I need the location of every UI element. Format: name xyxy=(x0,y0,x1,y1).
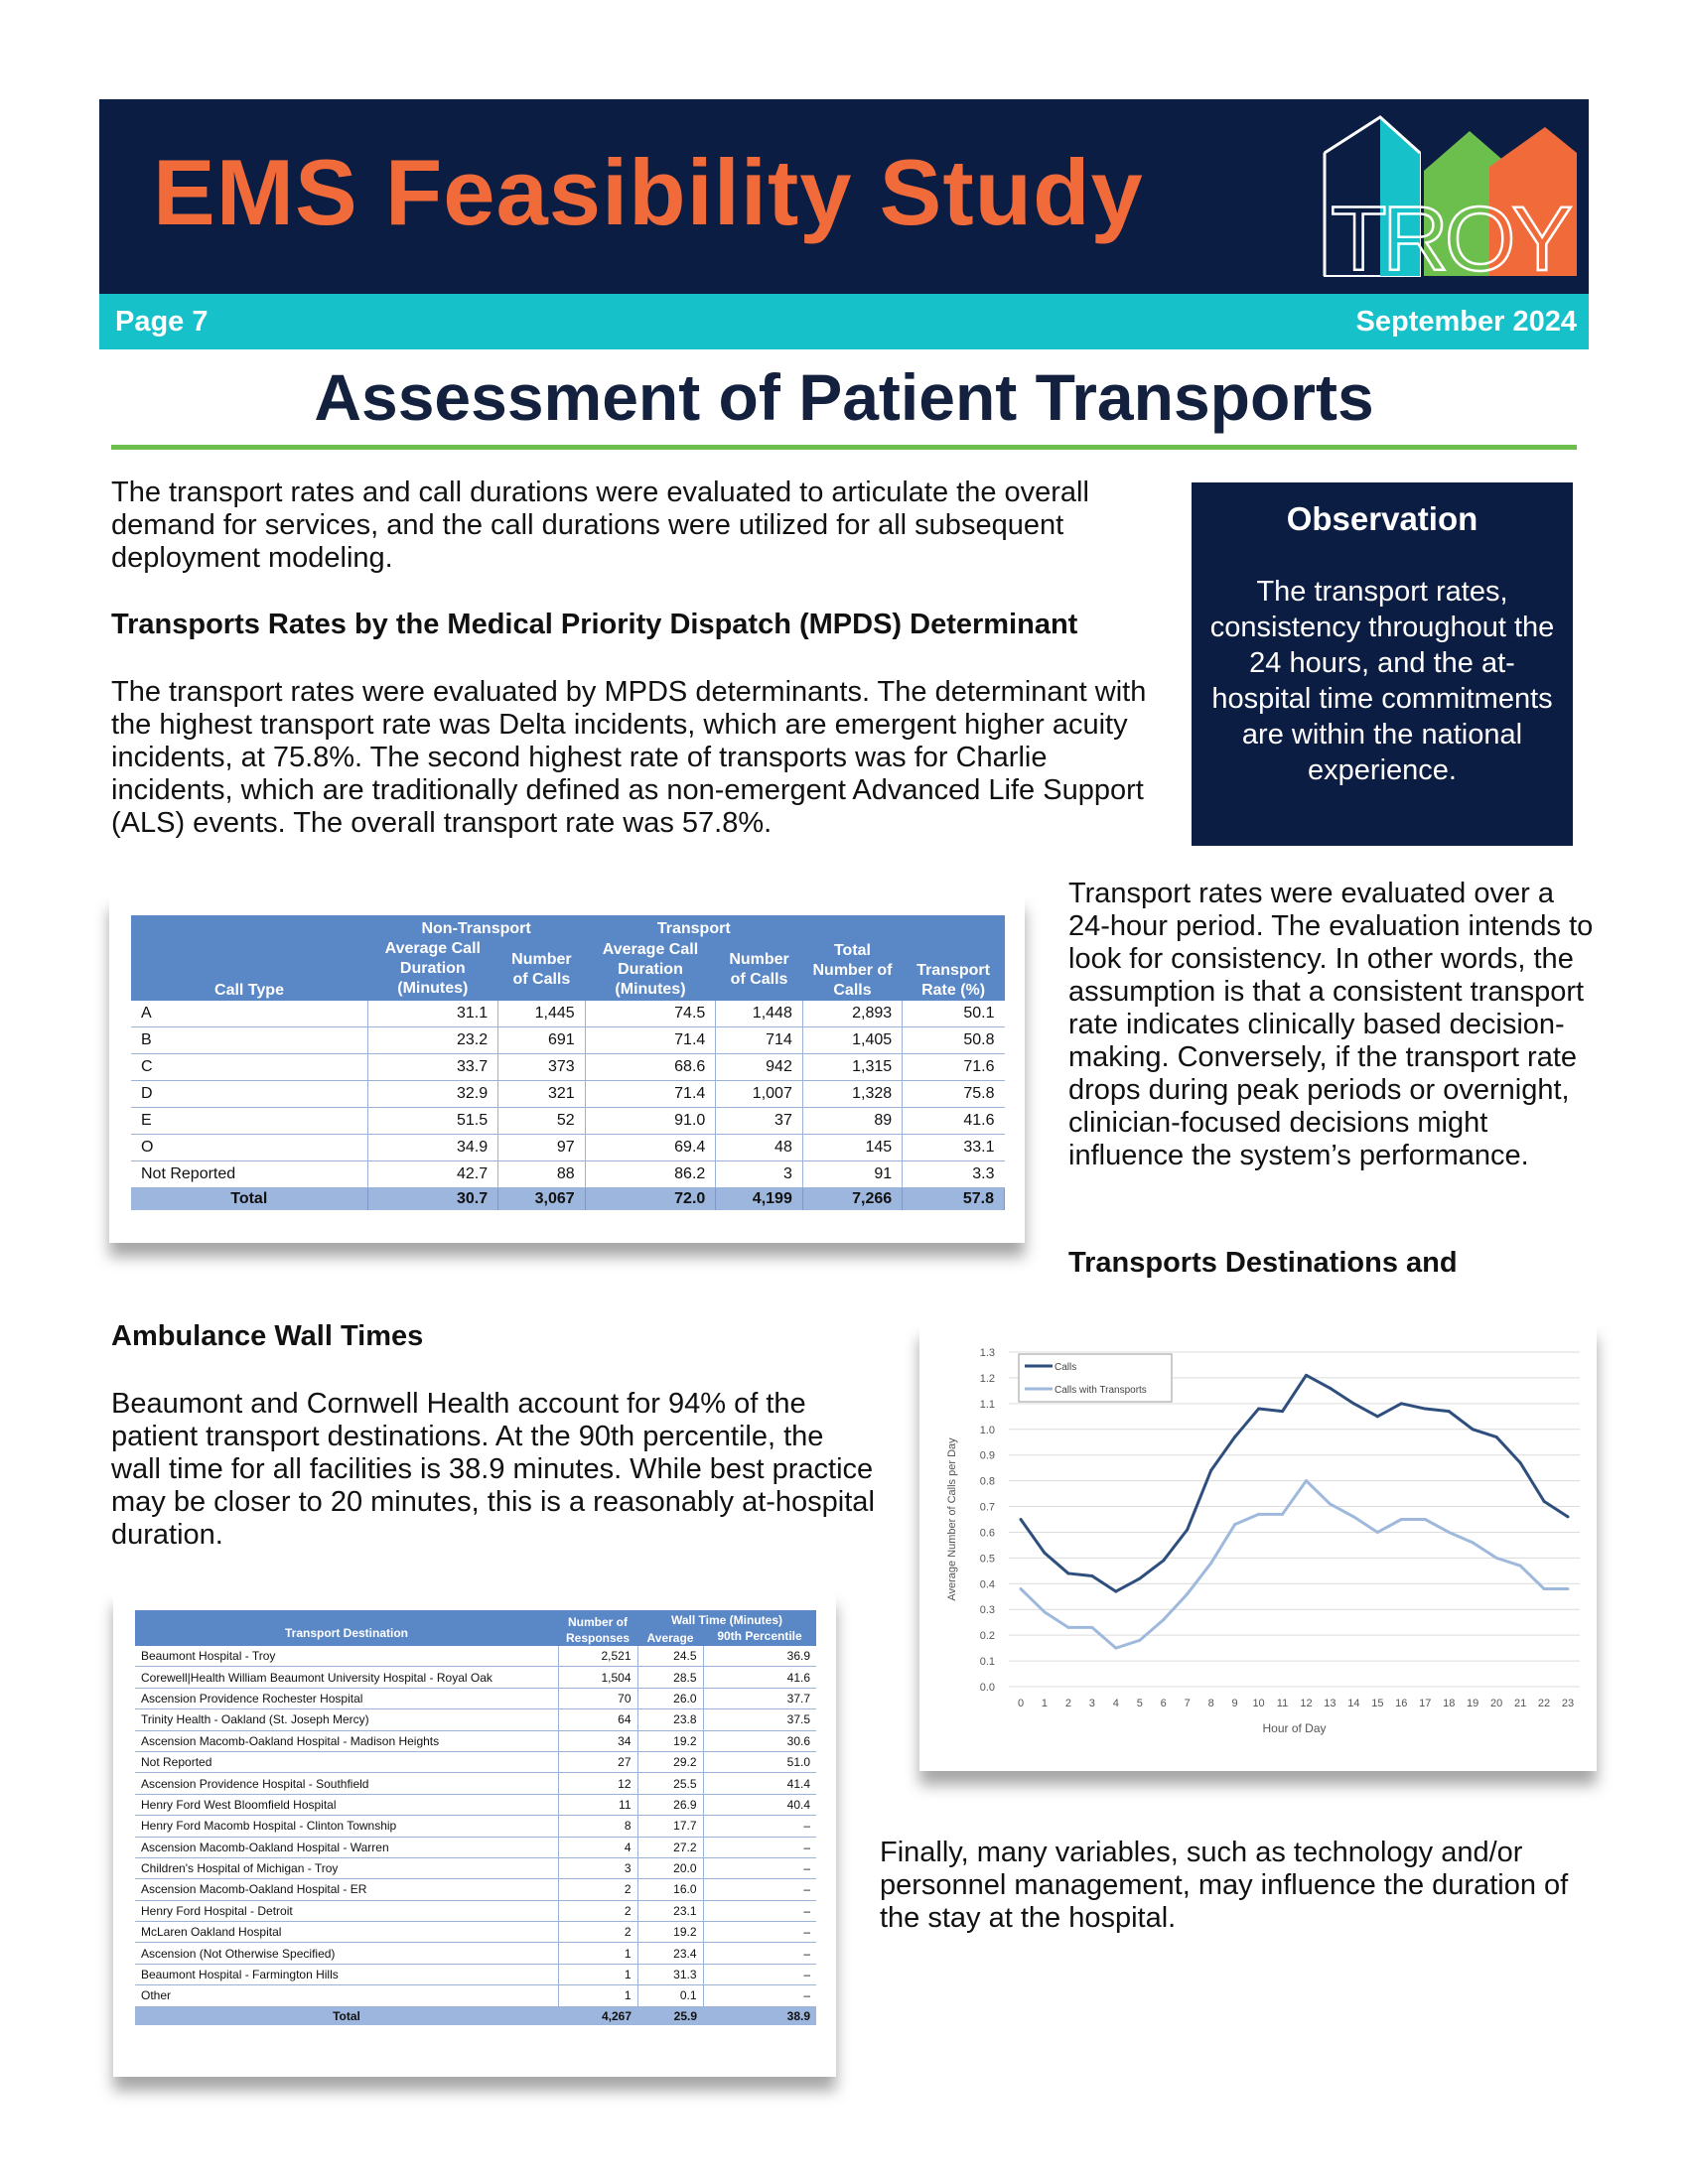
table-cell: 91 xyxy=(802,1161,902,1188)
table-cell: C xyxy=(131,1054,367,1081)
data-point xyxy=(1305,1479,1308,1482)
data-point xyxy=(1114,1590,1117,1593)
col-num-calls-t: Number of Calls xyxy=(716,939,803,1001)
transport-rate-table-card xyxy=(109,895,1025,1243)
table-row xyxy=(135,1943,816,1964)
table-cell: 71.4 xyxy=(585,1027,716,1054)
table-cell: 23.1 xyxy=(637,1900,703,1921)
data-point xyxy=(1376,1415,1379,1418)
group-non-transport: Non-Transport xyxy=(367,915,585,939)
table-cell: Corewell|Health William Beaumont University Hospital - Royal Oak xyxy=(135,1667,558,1688)
total-cell: 4,199 xyxy=(716,1188,803,1211)
table-cell: 2,521 xyxy=(558,1646,637,1667)
table-cell: Henry Ford Hospital - Detroit xyxy=(135,1900,558,1921)
data-point xyxy=(1020,1518,1023,1521)
data-point xyxy=(1257,1408,1260,1411)
table-cell: Ascension Macomb-Oakland Hospital - ER xyxy=(135,1879,558,1900)
x-tick-label: 15 xyxy=(1371,1698,1384,1709)
table-cell: A xyxy=(131,1001,367,1027)
table-cell: – xyxy=(703,1837,816,1857)
table-cell: 33.1 xyxy=(903,1135,1005,1161)
table-cell: 88 xyxy=(498,1161,586,1188)
table-cell: 36.9 xyxy=(703,1646,816,1667)
table-cell: 1 xyxy=(558,1964,637,1984)
table-cell: – xyxy=(703,1922,816,1943)
y-tick-label: 1.2 xyxy=(979,1372,995,1385)
table-cell: Henry Ford Macomb Hospital - Clinton Township xyxy=(135,1816,558,1837)
series-line-0 xyxy=(1021,1375,1568,1591)
table-cell: 26.0 xyxy=(637,1688,703,1708)
table-row xyxy=(135,1879,816,1900)
group-wall-time: Wall Time (Minutes) xyxy=(637,1610,816,1628)
table-cell: – xyxy=(703,1943,816,1964)
table-cell: 48 xyxy=(716,1135,803,1161)
data-point xyxy=(1138,1577,1141,1580)
x-tick-label: 17 xyxy=(1419,1698,1432,1709)
table-cell: Beaumont Hospital - Troy xyxy=(135,1646,558,1667)
table-row xyxy=(135,1773,816,1794)
table-cell: 91.0 xyxy=(585,1108,716,1135)
table-row xyxy=(135,1985,816,2006)
table-cell: 42.7 xyxy=(367,1161,498,1188)
col-transport-rate: Transport Rate (%) xyxy=(903,915,1005,1001)
table-cell: 1,007 xyxy=(716,1081,803,1108)
table-cell: 40.4 xyxy=(703,1794,816,1815)
observation-box xyxy=(1192,482,1573,846)
group-transport: Transport xyxy=(585,915,802,939)
table-cell: 1 xyxy=(558,1985,637,2006)
table-cell: 25.5 xyxy=(637,1773,703,1794)
header-strip xyxy=(99,294,1589,349)
data-point xyxy=(1043,1552,1046,1555)
data-point xyxy=(1114,1647,1117,1650)
title-divider xyxy=(111,445,1577,450)
table-cell: 37 xyxy=(716,1108,803,1135)
table-cell: 74.5 xyxy=(585,1001,716,1027)
table-row xyxy=(131,1081,1005,1108)
table-cell: Beaumont Hospital - Farmington Hills xyxy=(135,1964,558,1984)
observation-text: The transport rates, consistency throughout the 24 hours, and the at-hospital time commitments are within the national experience. xyxy=(1209,576,1555,786)
intro-paragraph: The transport rates and call durations were evaluated to articulate the overall demand for services, and the call durations were utilized for all subsequent deployment modeling. xyxy=(111,477,1089,574)
table-cell: – xyxy=(703,1985,816,2006)
table-cell: 3 xyxy=(558,1857,637,1878)
table-cell: 1,504 xyxy=(558,1667,637,1688)
y-tick-label: 0.0 xyxy=(979,1682,995,1694)
table-cell: Not Reported xyxy=(131,1161,367,1188)
y-tick-label: 0.4 xyxy=(979,1578,995,1591)
table-cell: 16.0 xyxy=(637,1879,703,1900)
troy-logo xyxy=(1321,113,1581,280)
table-cell: 942 xyxy=(716,1054,803,1081)
data-point xyxy=(1090,1574,1093,1577)
col-call-type: Call Type xyxy=(131,915,367,1001)
data-point xyxy=(1162,1559,1165,1562)
table-cell: 714 xyxy=(716,1027,803,1054)
table-cell: 34.9 xyxy=(367,1135,498,1161)
x-tick-label: 20 xyxy=(1490,1698,1503,1709)
table-cell: 1 xyxy=(558,1943,637,1964)
data-point xyxy=(1186,1528,1189,1531)
table-row xyxy=(131,1108,1005,1135)
x-tick-label: 8 xyxy=(1207,1698,1214,1709)
table-cell: 2 xyxy=(558,1900,637,1921)
y-axis-label: Average Number of Calls per Day xyxy=(946,1437,958,1601)
table-cell: 27 xyxy=(558,1751,637,1772)
table-cell: Other xyxy=(135,1985,558,2006)
table-cell: 24.5 xyxy=(637,1646,703,1667)
data-point xyxy=(1138,1639,1141,1642)
y-tick-label: 0.7 xyxy=(979,1501,995,1514)
table-cell: 31.3 xyxy=(637,1964,703,1984)
table-cell: E xyxy=(131,1108,367,1135)
table-row xyxy=(135,1857,816,1878)
table-cell: 75.8 xyxy=(903,1081,1005,1108)
observation-title: Observation xyxy=(1286,500,1478,537)
data-point xyxy=(1495,1435,1498,1438)
page-title: Assessment of Patient Transports xyxy=(314,360,1374,434)
table-cell: O xyxy=(131,1135,367,1161)
table-cell: 12 xyxy=(558,1773,637,1794)
table-cell: 373 xyxy=(498,1054,586,1081)
data-point xyxy=(1448,1410,1451,1413)
table-cell: 1,315 xyxy=(802,1054,902,1081)
total-row xyxy=(131,1188,1005,1211)
table-cell: 71.4 xyxy=(585,1081,716,1108)
data-point xyxy=(1305,1374,1308,1377)
table-row xyxy=(135,1922,816,1943)
table-cell: 41.6 xyxy=(703,1667,816,1688)
data-point xyxy=(1066,1626,1069,1629)
table-row xyxy=(131,1001,1005,1027)
x-tick-label: 14 xyxy=(1347,1698,1360,1709)
table-row xyxy=(135,1751,816,1772)
table-cell: 11 xyxy=(558,1794,637,1815)
table-cell: D xyxy=(131,1081,367,1108)
table-cell: 32.9 xyxy=(367,1081,498,1108)
data-point xyxy=(1233,1435,1236,1438)
data-point xyxy=(1448,1531,1451,1534)
y-tick-label: 0.5 xyxy=(979,1553,995,1566)
table-cell: 0.1 xyxy=(637,1985,703,2006)
table-cell: 4 xyxy=(558,1837,637,1857)
data-point xyxy=(1281,1410,1284,1413)
total-row xyxy=(135,2006,816,2025)
x-tick-label: 12 xyxy=(1300,1698,1313,1709)
table-row xyxy=(135,1646,816,1667)
table-cell: 31.1 xyxy=(367,1001,498,1027)
table-cell: 71.6 xyxy=(903,1054,1005,1081)
table-cell: 70 xyxy=(558,1688,637,1708)
table-cell: 68.6 xyxy=(585,1054,716,1081)
table-row xyxy=(131,1054,1005,1081)
table-row xyxy=(135,1837,816,1857)
table-row xyxy=(135,1900,816,1921)
x-tick-label: 18 xyxy=(1443,1698,1456,1709)
table-cell: 52 xyxy=(498,1108,586,1135)
y-tick-label: 0.1 xyxy=(979,1656,995,1669)
data-point xyxy=(1233,1523,1236,1526)
table-cell: Ascension (Not Otherwise Specified) xyxy=(135,1943,558,1964)
table-row xyxy=(135,1816,816,1837)
y-tick-label: 0.8 xyxy=(979,1475,995,1488)
mpds-paragraph: The transport rates were evaluated by MPDS determinants. The determinant with the highest transport rate was Delta incidents, which are emergent higher acuity incidents, at 75.8%. The second highest rate of transports was for Charlie incidents, which are traditionally defined as non-emergent Advanced Life Support (ALS) events. The overall transport rate was 57.8%. xyxy=(111,676,1147,839)
table-cell: 23.2 xyxy=(367,1027,498,1054)
data-point xyxy=(1090,1626,1093,1629)
total-cell: Total xyxy=(131,1188,367,1211)
x-tick-label: 21 xyxy=(1513,1698,1527,1709)
x-tick-label: 5 xyxy=(1136,1698,1143,1709)
table-cell: 145 xyxy=(802,1135,902,1161)
table-cell: 50.8 xyxy=(903,1027,1005,1054)
col-average: Average xyxy=(637,1628,703,1646)
data-point xyxy=(1567,1587,1570,1590)
table-cell: 1,448 xyxy=(716,1001,803,1027)
table-cell: 37.7 xyxy=(703,1688,816,1708)
table-cell: McLaren Oakland Hospital xyxy=(135,1922,558,1943)
table-cell: – xyxy=(703,1900,816,1921)
section-heading-wall-times: Ambulance Wall Times xyxy=(111,1320,424,1352)
data-point xyxy=(1424,1408,1427,1411)
table-cell: Not Reported xyxy=(135,1751,558,1772)
y-tick-label: 1.1 xyxy=(979,1398,995,1411)
col-total-calls: Total Number of Calls xyxy=(802,915,902,1001)
total-cell: 25.9 xyxy=(637,2006,703,2025)
svg-text:TROY: TROY xyxy=(1331,189,1569,280)
col-responses: Number of Responses xyxy=(558,1610,637,1646)
page-number: Page 7 xyxy=(115,306,209,338)
table-cell: Children's Hospital of Michigan - Troy xyxy=(135,1857,558,1878)
data-point xyxy=(1495,1557,1498,1560)
x-tick-label: 23 xyxy=(1561,1698,1575,1709)
table-cell: 86.2 xyxy=(585,1161,716,1188)
data-point xyxy=(1400,1402,1403,1405)
table-cell: 691 xyxy=(498,1027,586,1054)
data-point xyxy=(1066,1571,1069,1574)
x-tick-label: 6 xyxy=(1160,1698,1167,1709)
table-cell: 1,445 xyxy=(498,1001,586,1027)
data-point xyxy=(1400,1518,1403,1521)
publication-date: September 2024 xyxy=(1355,306,1577,338)
data-point xyxy=(1376,1531,1379,1534)
x-tick-label: 10 xyxy=(1252,1698,1265,1709)
x-tick-label: 4 xyxy=(1112,1698,1119,1709)
table-row xyxy=(135,1688,816,1708)
table-row xyxy=(135,1730,816,1751)
table-cell: 1,328 xyxy=(802,1081,902,1108)
table-cell: 41.4 xyxy=(703,1773,816,1794)
table-cell: – xyxy=(703,1857,816,1878)
total-cell: Total xyxy=(135,2006,558,2025)
table-cell: – xyxy=(703,1964,816,1984)
table-cell: Ascension Macomb-Oakland Hospital - Warren xyxy=(135,1837,558,1857)
table-cell: Trinity Health - Oakland (St. Joseph Mercy) xyxy=(135,1709,558,1730)
report-title: EMS Feasibility Study xyxy=(153,140,1144,244)
legend-label: Calls xyxy=(1055,1362,1077,1373)
y-tick-label: 1.0 xyxy=(979,1424,995,1436)
table-cell: 50.1 xyxy=(903,1001,1005,1027)
table-cell: 2 xyxy=(558,1922,637,1943)
y-tick-label: 0.9 xyxy=(979,1449,995,1462)
x-tick-label: 11 xyxy=(1276,1698,1289,1709)
x-tick-label: 19 xyxy=(1467,1698,1479,1709)
hourly-calls-chart-card xyxy=(919,1324,1597,1771)
x-tick-label: 16 xyxy=(1395,1698,1408,1709)
table-cell: – xyxy=(703,1879,816,1900)
table-cell: 3 xyxy=(716,1161,803,1188)
total-cell: 4,267 xyxy=(558,2006,637,2025)
table-row xyxy=(131,1161,1005,1188)
table-cell: 97 xyxy=(498,1135,586,1161)
table-cell: 2,893 xyxy=(802,1001,902,1027)
x-tick-label: 0 xyxy=(1017,1698,1025,1709)
table-cell: 23.4 xyxy=(637,1943,703,1964)
data-point xyxy=(1519,1565,1522,1568)
y-tick-label: 1.3 xyxy=(979,1347,995,1359)
data-point xyxy=(1472,1428,1475,1431)
consistency-paragraph: Transport rates were evaluated over a 24-hour period. The evaluation intends to look for consistency. In other words, the assumption is that a consistent transport rate indicates clinically based decision-making. Conversely, if the transport rate drops during peak periods or overnight, clinician-focused decisions might influence the system’s performance. xyxy=(1068,878,1594,1171)
section-heading-destinations: Transports Destinations and xyxy=(1068,1247,1458,1279)
data-point xyxy=(1329,1387,1332,1390)
table-row xyxy=(135,1709,816,1730)
table-cell: 1,405 xyxy=(802,1027,902,1054)
transport-rate-table xyxy=(131,915,1005,1210)
data-point xyxy=(1472,1541,1475,1544)
data-point xyxy=(1424,1518,1427,1521)
table-cell: 8 xyxy=(558,1816,637,1837)
col-destination: Transport Destination xyxy=(135,1610,558,1646)
table-row xyxy=(135,1964,816,1984)
col-num-calls-nt: Number of Calls xyxy=(498,939,586,1001)
table-cell: 3.3 xyxy=(903,1161,1005,1188)
table-cell: 20.0 xyxy=(637,1857,703,1878)
table-row xyxy=(131,1027,1005,1054)
total-cell: 30.7 xyxy=(367,1188,498,1211)
data-point xyxy=(1281,1513,1284,1516)
series-line-1 xyxy=(1021,1481,1568,1649)
data-point xyxy=(1519,1461,1522,1464)
table-cell: 34 xyxy=(558,1730,637,1751)
table-cell: Ascension Macomb-Oakland Hospital - Madison Heights xyxy=(135,1730,558,1751)
data-point xyxy=(1186,1592,1189,1595)
table-cell: 19.2 xyxy=(637,1730,703,1751)
table-cell: Ascension Providence Hospital - Southfield xyxy=(135,1773,558,1794)
y-tick-label: 0.3 xyxy=(979,1604,995,1617)
x-tick-label: 1 xyxy=(1041,1698,1049,1709)
data-point xyxy=(1567,1515,1570,1518)
header-banner xyxy=(99,99,1589,294)
table-cell: – xyxy=(703,1816,816,1837)
col-90th-percentile: 90th Percentile xyxy=(703,1628,816,1646)
total-cell: 38.9 xyxy=(703,2006,816,2025)
table-cell: 51.0 xyxy=(703,1751,816,1772)
table-cell: 17.7 xyxy=(637,1816,703,1837)
table-row xyxy=(131,1135,1005,1161)
table-cell: 30.6 xyxy=(703,1730,816,1751)
wall-time-table xyxy=(135,1610,816,2025)
closing-paragraph: Finally, many variables, such as technology and/or personnel management, may influence the duration of the stay at the hospital. xyxy=(880,1837,1569,1934)
y-tick-label: 0.6 xyxy=(979,1527,995,1540)
table-cell: 28.5 xyxy=(637,1667,703,1688)
total-cell: 3,067 xyxy=(498,1188,586,1211)
table-cell: 26.9 xyxy=(637,1794,703,1815)
total-cell: 57.8 xyxy=(903,1188,1005,1211)
table-cell: 23.8 xyxy=(637,1709,703,1730)
table-cell: 321 xyxy=(498,1081,586,1108)
table-cell: 27.2 xyxy=(637,1837,703,1857)
table-cell: Henry Ford West Bloomfield Hospital xyxy=(135,1794,558,1815)
data-point xyxy=(1209,1469,1212,1472)
x-tick-label: 3 xyxy=(1088,1698,1095,1709)
table-cell: 51.5 xyxy=(367,1108,498,1135)
wall-time-table-card xyxy=(113,1592,836,2077)
total-cell: 72.0 xyxy=(585,1188,716,1211)
wall-times-paragraph: Beaumont and Cornwell Health account for 94% of the patient transport destinations. At the 90th percentile, the wall time for all facilities is 38.9 minutes. While best practice may be closer to 20 minutes, this is a reasonably at-hospital duration. xyxy=(111,1388,875,1551)
table-row xyxy=(135,1667,816,1688)
table-cell: 89 xyxy=(802,1108,902,1135)
table-cell: 33.7 xyxy=(367,1054,498,1081)
x-tick-label: 13 xyxy=(1324,1698,1336,1709)
data-point xyxy=(1543,1500,1546,1503)
table-cell: 2 xyxy=(558,1879,637,1900)
data-point xyxy=(1020,1587,1023,1590)
data-point xyxy=(1543,1587,1546,1590)
hourly-calls-chart xyxy=(919,1324,1597,1771)
table-cell: Ascension Providence Rochester Hospital xyxy=(135,1688,558,1708)
data-point xyxy=(1352,1515,1355,1518)
x-axis-label: Hour of Day xyxy=(1262,1721,1327,1735)
data-point xyxy=(1352,1402,1355,1405)
table-cell: 69.4 xyxy=(585,1135,716,1161)
table-cell: 29.2 xyxy=(637,1751,703,1772)
data-point xyxy=(1043,1610,1046,1613)
x-tick-label: 9 xyxy=(1231,1698,1238,1709)
table-cell: 64 xyxy=(558,1709,637,1730)
table-row xyxy=(135,1794,816,1815)
col-avg-duration-t: Average Call Duration (Minutes) xyxy=(585,939,716,1001)
x-tick-label: 7 xyxy=(1184,1698,1191,1709)
table-cell: 37.5 xyxy=(703,1709,816,1730)
data-point xyxy=(1162,1618,1165,1621)
table-cell: 19.2 xyxy=(637,1922,703,1943)
x-tick-label: 2 xyxy=(1064,1698,1071,1709)
table-cell: B xyxy=(131,1027,367,1054)
total-cell: 7,266 xyxy=(802,1188,902,1211)
col-avg-duration-nt: Average Call Duration (Minutes) xyxy=(367,939,498,1001)
y-tick-label: 0.2 xyxy=(979,1630,995,1643)
table-cell: 41.6 xyxy=(903,1108,1005,1135)
data-point xyxy=(1329,1502,1332,1505)
section-heading-mpds: Transports Rates by the Medical Priority Dispatch (MPDS) Determinant xyxy=(111,609,1078,640)
legend-label: Calls with Transports xyxy=(1055,1385,1147,1396)
x-tick-label: 22 xyxy=(1537,1698,1551,1709)
data-point xyxy=(1257,1513,1260,1516)
data-point xyxy=(1209,1562,1212,1565)
